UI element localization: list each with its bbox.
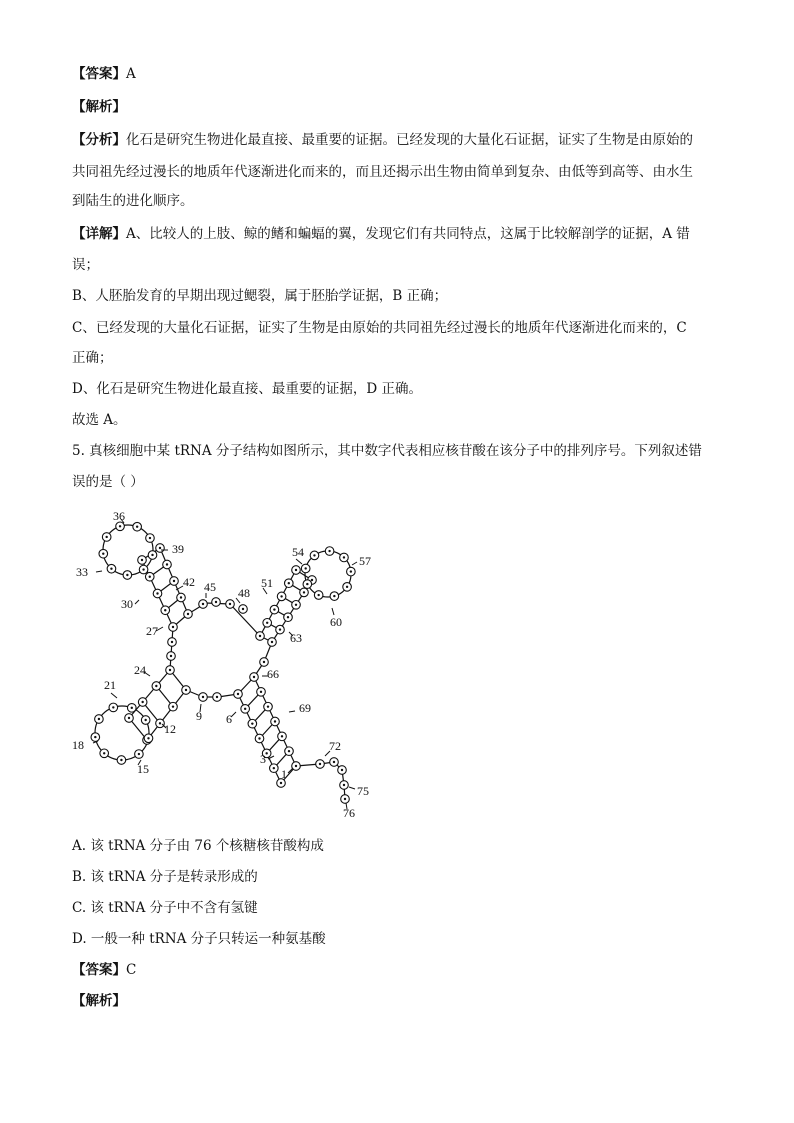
label-54: 54	[292, 545, 304, 559]
nucleotide-center-dot	[253, 676, 255, 678]
nucleotide-center-dot	[317, 594, 319, 596]
label-72: 72	[329, 739, 341, 753]
fenxi-line-2: 共同祖先经过漫长的地质年代逐渐进化而来的，而且还揭示出生物由简单到复杂、由低等到高等、由水生	[72, 164, 693, 180]
label-9: 9	[196, 709, 202, 723]
nucleotide-center-dot	[267, 705, 269, 707]
nucleotide-center-dot	[155, 685, 157, 687]
nucleotide-center-dot	[333, 595, 335, 597]
nucleotide-center-dot	[341, 769, 343, 771]
nucleotide-center-dot	[141, 559, 143, 561]
nucleotide-center-dot	[271, 641, 273, 643]
nucleotide-center-dot	[303, 591, 305, 593]
nucleotide-center-dot	[215, 601, 217, 603]
stroke-segment	[349, 787, 355, 789]
nucleotide-center-dot	[346, 586, 348, 588]
nucleotide-center-dot	[120, 759, 122, 761]
answer-tag: 【答案】	[72, 66, 126, 82]
nucleotide-center-dot	[279, 628, 281, 630]
nucleotide-center-dot	[260, 691, 262, 693]
question-line-2: 误的是（ ）	[72, 474, 144, 490]
label-48: 48	[238, 586, 250, 600]
nucleotide-center-dot	[136, 526, 138, 528]
nucleotide-center-dot	[229, 603, 231, 605]
nucleotide-center-dot	[288, 750, 290, 752]
nucleotide-center-dot	[311, 579, 313, 581]
label-69: 69	[299, 701, 311, 715]
answer-tag-2: 【答案】	[72, 962, 126, 978]
option-a: A. 该 tRNA 分子由 76 个核糖核苷酸构成	[72, 838, 324, 854]
question-line-1: 5. 真核细胞中某 tRNA 分子结构如图所示，其中数字代表相应核苷酸在该分子中的排列序号。下列叙述错	[72, 443, 702, 459]
label-66: 66	[267, 667, 279, 681]
xiangjie-line-c2: 正确；	[72, 350, 113, 366]
nucleotide-center-dot	[103, 752, 105, 754]
fenxi-tag: 【分析】	[72, 132, 126, 148]
option-b: B. 该 tRNA 分子是转录形成的	[72, 869, 258, 885]
nucleotide-center-dot	[110, 568, 112, 570]
nucleotide-center-dot	[138, 753, 140, 755]
nucleotide-center-dot	[266, 622, 268, 624]
option-d: D. 一般一种 tRNA 分子只转运一种氨基酸	[72, 931, 326, 947]
answer-value-2: C	[126, 962, 137, 978]
nucleotide-center-dot	[180, 596, 182, 598]
nucleotide-center-dot	[98, 718, 100, 720]
label-21: 21	[104, 678, 116, 692]
label-1: 1	[281, 767, 287, 781]
nucleotide-center-dot	[149, 576, 151, 578]
fenxi-line-3: 到陆生的进化顺序。	[72, 193, 194, 209]
nucleotide-center-dot	[159, 547, 161, 549]
nucleotide-center-dot	[295, 765, 297, 767]
analysis-heading	[72, 97, 126, 117]
xiangjie-line-c1: C、已经发现的大量化石证据，证实了生物是由原始的共同祖先经过漫长的地质年代逐渐进化而来的，C	[72, 320, 687, 336]
nucleotide-center-dot	[141, 701, 143, 703]
nucleotide-center-dot	[295, 569, 297, 571]
label-6: 6	[226, 712, 232, 726]
nucleotide-center-dot	[187, 613, 189, 615]
label-76: 76	[343, 806, 355, 820]
label-12: 12	[164, 722, 176, 736]
nucleotide-center-dot	[169, 669, 171, 671]
xiangjie-line-b: B、人胚胎发育的早期出现过鳃裂，属于胚胎学证据，B 正确；	[72, 288, 448, 304]
label-63: 63	[290, 631, 302, 645]
nucleotide-center-dot	[295, 604, 297, 606]
fenxi-line-1: 【分析】化石是研究生物进化最直接、最重要的证据。已经发现的大量化石证据，证实了生物是由原始的	[72, 132, 693, 148]
nucleotide-center-dot	[274, 720, 276, 722]
nucleotide-center-dot	[202, 696, 204, 698]
label-39: 39	[172, 542, 184, 556]
label-18: 18	[72, 738, 84, 752]
xiangjie-line-1: 【详解】A、比较人的上肢、鲸的鳍和蝙蝠的翼，发现它们有共同特点，这属于比较解剖学的证据，A 错	[72, 226, 690, 242]
nucleotide-center-dot	[259, 635, 261, 637]
nucleotide-center-dot	[131, 707, 133, 709]
stroke-segment	[296, 559, 302, 564]
label-33: 33	[76, 565, 88, 579]
nucleotide-center-dot	[185, 689, 187, 691]
answer-value: A	[126, 66, 136, 82]
nucleotide-center-dot	[147, 737, 149, 739]
nucleotide-center-dot	[343, 784, 345, 786]
stroke-segment	[332, 608, 334, 615]
label-3: 3	[260, 752, 266, 766]
label-15: 15	[137, 762, 149, 776]
nucleotide-center-dot	[244, 708, 246, 710]
stroke-segment	[135, 600, 139, 604]
nucleotide-center-dot	[102, 553, 104, 555]
label-57: 57	[359, 554, 371, 568]
trna-strands	[95, 525, 351, 799]
nucleotide-center-dot	[344, 798, 346, 800]
nucleotide-center-dot	[164, 609, 166, 611]
nucleotide-center-dot	[273, 767, 275, 769]
nucleotide-center-dot	[119, 525, 121, 527]
nucleotide-center-dot	[144, 719, 146, 721]
analysis-heading-2	[72, 991, 126, 1011]
nucleotide-center-dot	[149, 537, 151, 539]
label-60: 60	[330, 615, 342, 629]
stroke-segment	[289, 711, 295, 712]
xiangjie-tag: 【详解】	[72, 226, 126, 242]
figure-labels	[72, 509, 371, 820]
nucleotide-center-dot	[343, 556, 345, 558]
nucleotide-center-dot	[105, 536, 107, 538]
nucleotide-center-dot	[328, 550, 330, 552]
trna-nucleotides	[91, 522, 355, 803]
nucleotide-center-dot	[281, 735, 283, 737]
nucleotide-center-dot	[216, 696, 218, 698]
nucleotide-center-dot	[319, 763, 321, 765]
nucleotide-center-dot	[126, 574, 128, 576]
nucleotide-center-dot	[313, 554, 315, 556]
nucleotide-center-dot	[333, 761, 335, 763]
option-c: C. 该 tRNA 分子中不含有氢键	[72, 900, 258, 916]
nucleotide-center-dot	[287, 616, 289, 618]
answer-line-2	[72, 960, 136, 980]
nucleotide-center-dot	[112, 706, 114, 708]
nucleotide-center-dot	[156, 592, 158, 594]
nucleotide-center-dot	[170, 655, 172, 657]
nucleotide-center-dot	[304, 567, 306, 569]
analysis-tag-2: 【解析】	[72, 993, 126, 1009]
nucleotide-center-dot	[159, 722, 161, 724]
stroke-segment	[96, 571, 102, 572]
nucleotide-center-dot	[166, 563, 168, 565]
label-51: 51	[261, 576, 273, 590]
stroke-segment	[111, 693, 117, 698]
nucleotide-center-dot	[251, 722, 253, 724]
nucleotide-center-dot	[171, 641, 173, 643]
nucleotide-center-dot	[280, 595, 282, 597]
conclusion-line: 故选 A。	[72, 412, 127, 428]
nucleotide-center-dot	[128, 717, 130, 719]
label-45: 45	[204, 580, 216, 594]
nucleotide-center-dot	[94, 736, 96, 738]
nucleotide-center-dot	[288, 582, 290, 584]
label-24: 24	[134, 663, 146, 677]
label-30: 30	[121, 597, 133, 611]
stroke-segment	[170, 627, 173, 670]
label-75: 75	[357, 784, 369, 798]
nucleotide-center-dot	[202, 603, 204, 605]
nucleotide-center-dot	[151, 554, 153, 556]
nucleotide-center-dot	[273, 608, 275, 610]
nucleotide-center-dot	[172, 626, 174, 628]
analysis-tag: 【解析】	[72, 99, 126, 115]
trna-cloverleaf-figure	[60, 500, 400, 830]
nucleotide-center-dot	[237, 693, 239, 695]
nucleotide-center-dot	[263, 661, 265, 663]
label-42: 42	[183, 575, 195, 589]
label-36: 36	[113, 509, 125, 523]
nucleotide-center-dot	[258, 737, 260, 739]
nucleotide-center-dot	[350, 570, 352, 572]
nucleotide-center-dot	[280, 782, 282, 784]
xiangjie-line-2: 误；	[72, 257, 99, 273]
answer-line	[72, 64, 136, 84]
xiangjie-line-d: D、化石是研究生物进化最直接、最重要的证据，D 正确。	[72, 381, 422, 397]
nucleotide-center-dot	[242, 608, 244, 610]
nucleotide-center-dot	[173, 580, 175, 582]
nucleotide-center-dot	[306, 583, 308, 585]
label-27: 27	[146, 624, 158, 638]
stroke-segment	[352, 562, 357, 565]
nucleotide-center-dot	[172, 705, 174, 707]
nucleotide-center-dot	[142, 568, 144, 570]
